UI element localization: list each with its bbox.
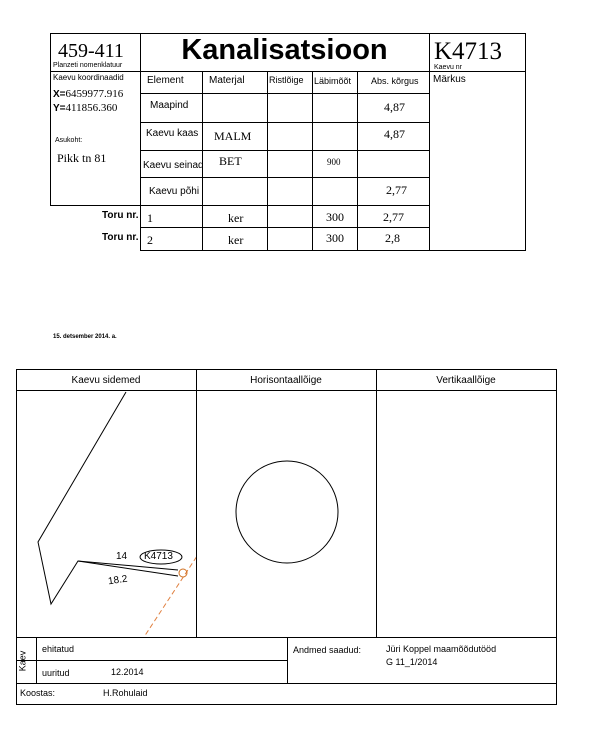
row-korgus-pohi: 2,77 bbox=[386, 183, 407, 197]
planzett-number: 459-411 bbox=[58, 40, 124, 62]
pipe1-label: Toru nr. bbox=[102, 210, 139, 221]
pipe1-korgus: 2,77 bbox=[383, 210, 404, 224]
col-header-materjal: Materjal bbox=[209, 75, 245, 86]
col-title-sidemed: Kaevu sidemed bbox=[71, 375, 141, 386]
row-korgus-kaas: 4,87 bbox=[384, 127, 405, 141]
col-header-korgus: Abs. kõrgus bbox=[371, 76, 419, 86]
pipe1-nr: 1 bbox=[147, 211, 153, 225]
link-sketch bbox=[16, 390, 196, 637]
well-number: K4713 bbox=[434, 38, 503, 65]
footer-andmed-value1: Jüri Koppel maamõõdutööd bbox=[386, 644, 497, 654]
footer-andmed-label: Andmed saadud: bbox=[293, 645, 362, 655]
pipe1-labimoot: 300 bbox=[326, 210, 344, 224]
col-header-markus: Märkus bbox=[433, 74, 466, 85]
date-line: 15. detsember 2014. a. bbox=[53, 334, 117, 340]
document-title: Kanalisatsioon bbox=[181, 34, 388, 66]
footer-andmed-value2: G 11_1/2014 bbox=[386, 657, 438, 667]
footer-side-label: Kaev bbox=[17, 650, 28, 672]
col-header-element: Element bbox=[147, 75, 184, 86]
well-number-caption: Kaevu nr bbox=[434, 64, 463, 71]
coord-y-label: Y= bbox=[53, 103, 66, 114]
col-header-ristloige: Ristlõige bbox=[269, 75, 304, 85]
coord-y-row bbox=[53, 102, 117, 114]
distance-14: 14 bbox=[116, 551, 128, 562]
well-label: K4713 bbox=[144, 551, 173, 562]
pipe2-label: Toru nr. bbox=[102, 232, 139, 243]
distance-18: 18.2 bbox=[107, 573, 129, 588]
footer-ehitatud-label: ehitatud bbox=[42, 644, 75, 654]
footer-koostas-label: Koostas: bbox=[20, 688, 56, 698]
coords-caption: Kaevu koordinaadid bbox=[53, 73, 124, 82]
coord-y-value: 411856.360 bbox=[65, 102, 118, 114]
row-element-maapind: Maapind bbox=[150, 100, 189, 111]
row-materjal-seinad: BET bbox=[219, 154, 242, 168]
row-element-seinad: Kaevu seinad bbox=[143, 160, 204, 171]
col-title-vertikaal: Vertikaallõige bbox=[436, 375, 496, 386]
coord-x-row bbox=[53, 88, 123, 100]
footer-uuritud-value: 12.2014 bbox=[111, 667, 144, 677]
col-title-horisontaal: Horisontaallõige bbox=[250, 375, 322, 386]
pipe2-labimoot: 300 bbox=[326, 231, 344, 245]
pipe2-korgus: 2,8 bbox=[385, 231, 400, 245]
well-circle bbox=[236, 461, 338, 563]
row-korgus-maapind: 4,87 bbox=[384, 100, 405, 114]
row-labimoot-seinad: 900 bbox=[327, 157, 341, 167]
row-element-pohi: Kaevu põhi bbox=[149, 186, 200, 197]
row-materjal-kaas: MALM bbox=[214, 129, 252, 143]
location-value: Pikk tn 81 bbox=[57, 151, 107, 165]
pipe1-materjal: ker bbox=[228, 211, 244, 225]
planzett-caption: Planzeti nomenklatuur bbox=[53, 62, 123, 69]
footer-koostas-value: H.Rohulaid bbox=[103, 688, 148, 698]
pipe2-nr: 2 bbox=[147, 233, 153, 247]
coord-x-label: X= bbox=[53, 89, 66, 100]
building-outline bbox=[38, 392, 178, 604]
pipe2-materjal: ker bbox=[228, 233, 244, 247]
footer-uuritud-label: uuritud bbox=[42, 668, 70, 678]
col-header-labimoot: Läbimõõt bbox=[314, 76, 352, 86]
coord-x-value: 6459977.916 bbox=[65, 88, 124, 100]
row-element-kaas: Kaevu kaas bbox=[146, 128, 199, 139]
location-label: Asukoht: bbox=[55, 137, 83, 144]
horizontal-section bbox=[196, 390, 376, 637]
